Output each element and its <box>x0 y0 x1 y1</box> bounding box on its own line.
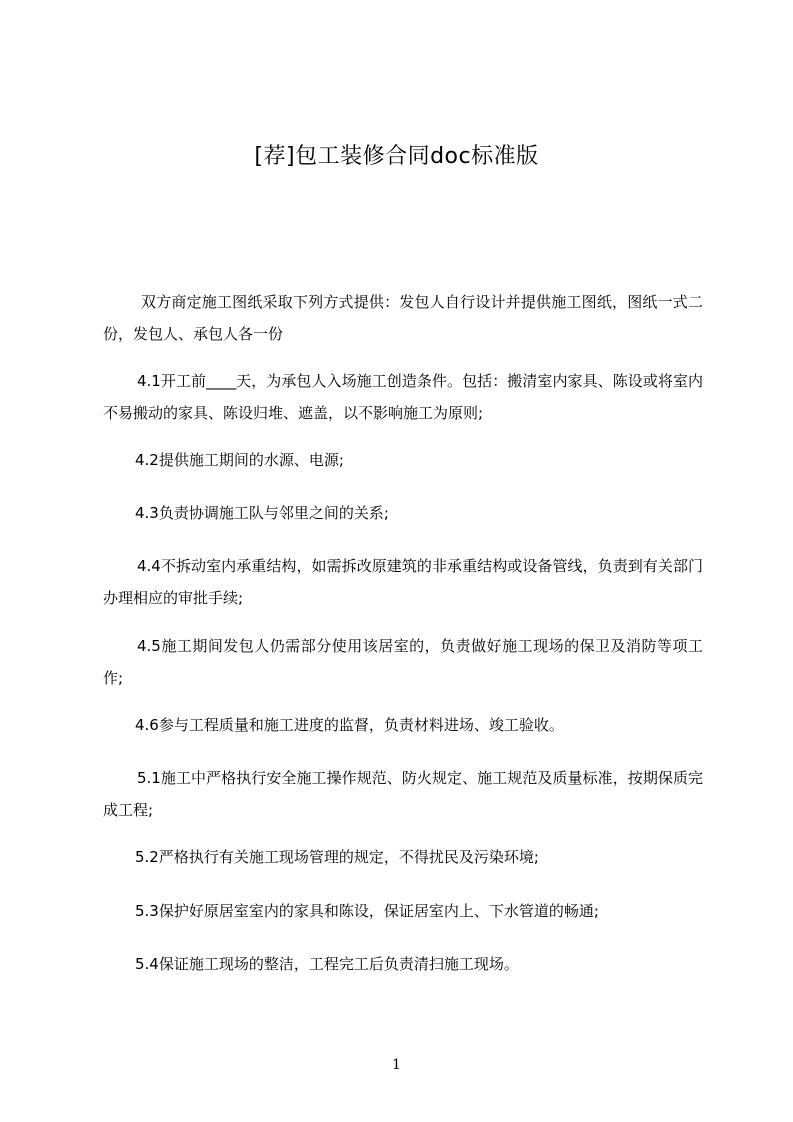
paragraph-5-4: 5.4保证施工现场的整洁，工程完工后负责清扫施工现场。 <box>135 955 519 973</box>
paragraph-4-4: 4.4不拆动室内承重结构，如需拆改原建筑的非承重结构或设备管线，负责到有关部门办理相应的审批手续; <box>103 557 703 607</box>
paragraph-4-3: 4.3负责协调施工队与邻里之间的关系; <box>135 504 389 522</box>
paragraph-4-1: 4.1开工前____天，为承包人入场施工创造条件。包括：搬清室内家具、陈设或将室内不易搬动的家具、陈设归堆、遮盖，以不影响施工为原则; <box>103 372 703 422</box>
paragraph-5-3: 5.3保护好原居室室内的家具和陈设，保证居室内上、下水管道的畅通; <box>135 902 599 920</box>
paragraph-4-2: 4.2提供施工期间的水源、电源; <box>135 451 344 469</box>
paragraph-5-1: 5.1施工中严格执行安全施工操作规范、防火规定、施工规范及质量标准，按期保质完成工程; <box>103 769 703 819</box>
paragraph-drawing-supply: 双方商定施工图纸采取下列方式提供：发包人自行设计并提供施工图纸，图纸一式二份，发包人、承包人各一份 <box>103 293 703 343</box>
paragraph-5-2: 5.2严格执行有关施工现场管理的规定，不得扰民及污染环境; <box>135 848 539 866</box>
document-title: [荐]包工装修合同doc标准版 <box>254 144 539 169</box>
paragraph-4-6: 4.6参与工程质量和施工进度的监督，负责材料进场、竣工验收。 <box>135 716 564 734</box>
page-number: 1 <box>392 1057 401 1073</box>
paragraph-4-5: 4.5施工期间发包人仍需部分使用该居室的，负责做好施工现场的保卫及消防等项工作; <box>103 637 703 687</box>
